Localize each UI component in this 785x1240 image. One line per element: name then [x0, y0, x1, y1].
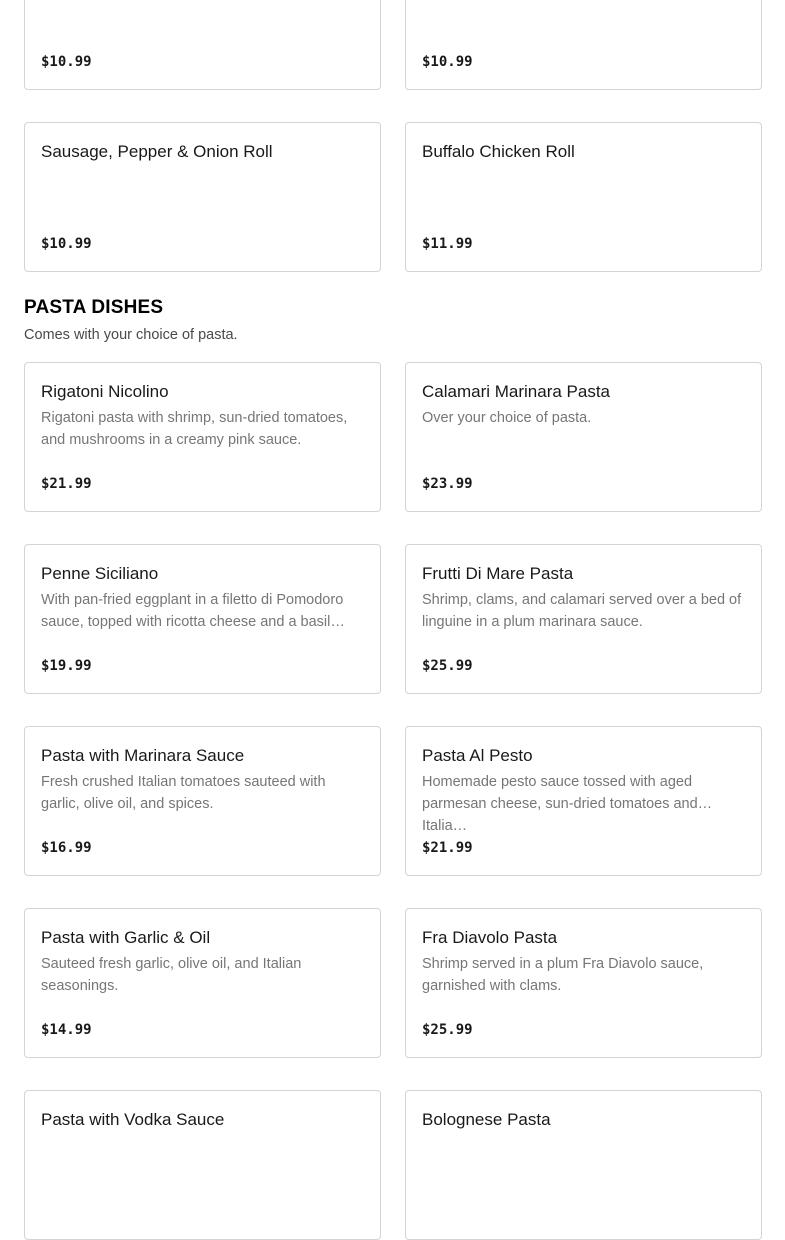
menu-item-name: Calamari Marinara Pasta — [422, 382, 611, 401]
menu-item-description: Fresh crushed Italian tomatoes sauteed with garlic, olive oil, and spices. — [41, 774, 326, 812]
menu-item-description: With pan-fried eggplant in a filetto di Pomodoro sauce, topped with ricotta cheese and a basil… — [41, 592, 345, 630]
menu-item-card[interactable] — [24, 0, 381, 90]
menu-item-card[interactable] — [24, 1090, 381, 1240]
menu-item-card[interactable] — [24, 362, 381, 512]
menu-item-price: $16.99 — [41, 840, 92, 856]
menu-item-price: $25.99 — [422, 1022, 473, 1038]
menu-item-description: Rigatoni pasta with shrimp, sun-dried tomatoes, and mushrooms in a creamy pink sauce. — [41, 410, 348, 448]
section-title: PASTA DISHES — [24, 297, 164, 318]
menu-item-price: $19.99 — [41, 658, 92, 674]
menu-item-name: Sausage, Pepper & Onion Roll — [41, 142, 273, 161]
menu-item-name: Pasta with Vodka Sauce — [41, 1110, 225, 1129]
menu-item-name: Rigatoni Nicolino — [41, 382, 169, 401]
menu-item-card[interactable] — [405, 726, 762, 876]
menu-item-card[interactable] — [405, 122, 762, 272]
menu-item-card[interactable] — [405, 1090, 762, 1240]
menu-item-name: Pasta Al Pesto — [422, 746, 533, 765]
menu-item-price: $11.99 — [422, 236, 473, 252]
menu-item-card[interactable] — [24, 726, 381, 876]
menu-item-name: Bolognese Pasta — [422, 1110, 551, 1129]
menu-item-card[interactable] — [24, 122, 381, 272]
menu-item-name: Fra Diavolo Pasta — [422, 928, 558, 947]
section-subtitle: Comes with your choice of pasta. — [24, 327, 238, 343]
menu-item-price: $14.99 — [41, 1022, 92, 1038]
menu-item-card[interactable] — [24, 544, 381, 694]
menu-item-price: $21.99 — [41, 476, 92, 492]
menu-item-description: Sauteed fresh garlic, olive oil, and Italian seasonings. — [41, 956, 302, 994]
menu-item-name: Pasta with Garlic & Oil — [41, 928, 211, 947]
menu-item-card[interactable] — [405, 0, 762, 90]
menu-item-price: $10.99 — [41, 236, 92, 252]
menu-item-name: Frutti Di Mare Pasta — [422, 564, 574, 583]
menu-item-price: $25.99 — [422, 658, 473, 674]
menu-item-description: Shrimp served in a plum Fra Diavolo sauce, garnished with clams. — [422, 956, 704, 994]
menu-item-description: Homemade pesto sauce tossed with aged parmesan cheese, sun-dried tomatoes and Italia… — [422, 774, 698, 834]
menu-item-card[interactable] — [405, 908, 762, 1058]
menu-item-card[interactable] — [405, 544, 762, 694]
menu-item-price: $10.99 — [422, 54, 473, 70]
menu-item-name: Buffalo Chicken Roll — [422, 142, 575, 161]
menu-item-card[interactable] — [24, 908, 381, 1058]
menu-item-price: $10.99 — [41, 54, 92, 70]
menu-item-name: Pasta with Marinara Sauce — [41, 746, 245, 765]
menu-item-name: Penne Siciliano — [41, 564, 159, 583]
menu-item-price: $23.99 — [422, 476, 473, 492]
menu-item-card[interactable] — [405, 362, 762, 512]
menu-item-description: Over your choice of pasta. — [422, 410, 592, 426]
menu-item-description: Shrimp, clams, and calamari served over a bed of linguine in a plum marinara sauce. — [422, 592, 742, 630]
menu-item-price: $21.99 — [422, 840, 473, 856]
